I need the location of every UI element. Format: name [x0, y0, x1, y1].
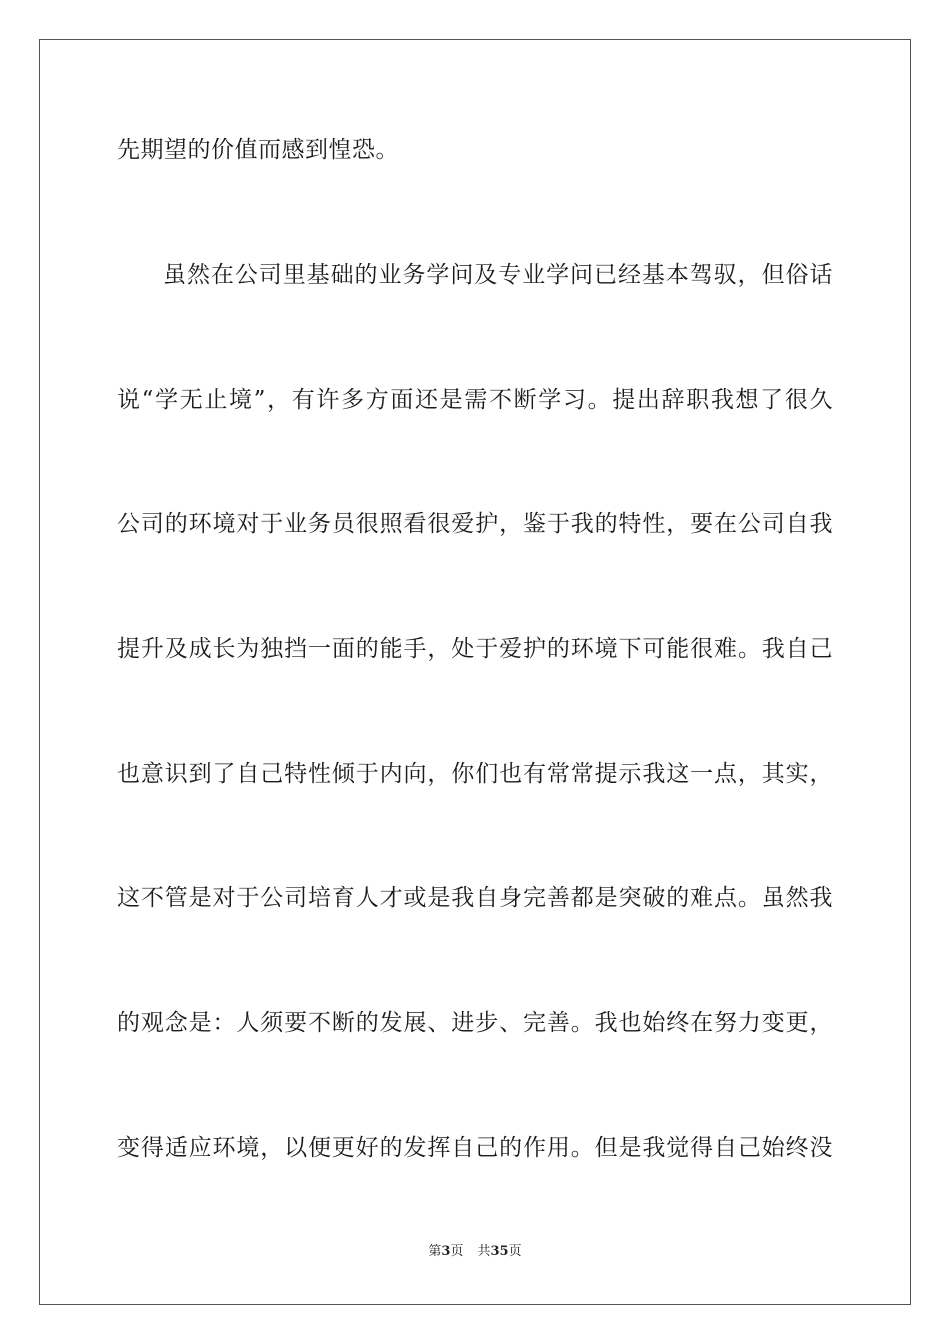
paragraph-line-6: 也意识到了自己特性倾于内向，你们也有常常提示我这一点，其实， [117, 761, 833, 787]
page-footer [0, 1244, 950, 1260]
paragraph-line-8: 的观念是：人须要不断的发展、进步、完善。我也始终在努力变更， [117, 1010, 833, 1036]
paragraph-line-9: 变得适应环境，以便更好的发挥自己的作用。但是我觉得自己始终没 [117, 1135, 833, 1161]
total-page-count: 35 [490, 1244, 509, 1259]
paragraph-line-4: 公司的环境对于业务员很照看很爱护，鉴于我的特性，要在公司自我 [117, 511, 833, 537]
page-border [39, 39, 911, 1305]
paragraph-line-1: 先期望的价值而感到惶恐。 [117, 137, 399, 163]
paragraph-line-5: 提升及成长为独挡一面的能手，处于爱护的环境下可能很难。我自己 [117, 636, 833, 662]
page-suffix: 页 [450, 1244, 464, 1259]
paragraph-line-2: 虽然在公司里基础的业务学问及专业学问已经基本驾驭，但俗话 [163, 262, 833, 288]
total-suffix: 页 [508, 1244, 522, 1259]
current-page-number: 3 [441, 1244, 451, 1259]
page-prefix: 第 [428, 1244, 442, 1259]
paragraph-line-3: 说“学无止境”，有许多方面还是需不断学习。提出辞职我想了很久 [117, 387, 833, 413]
paragraph-line-7: 这不管是对于公司培育人才或是我自身完善都是突破的难点。虽然我 [117, 885, 833, 911]
total-prefix: 共 [477, 1244, 491, 1259]
